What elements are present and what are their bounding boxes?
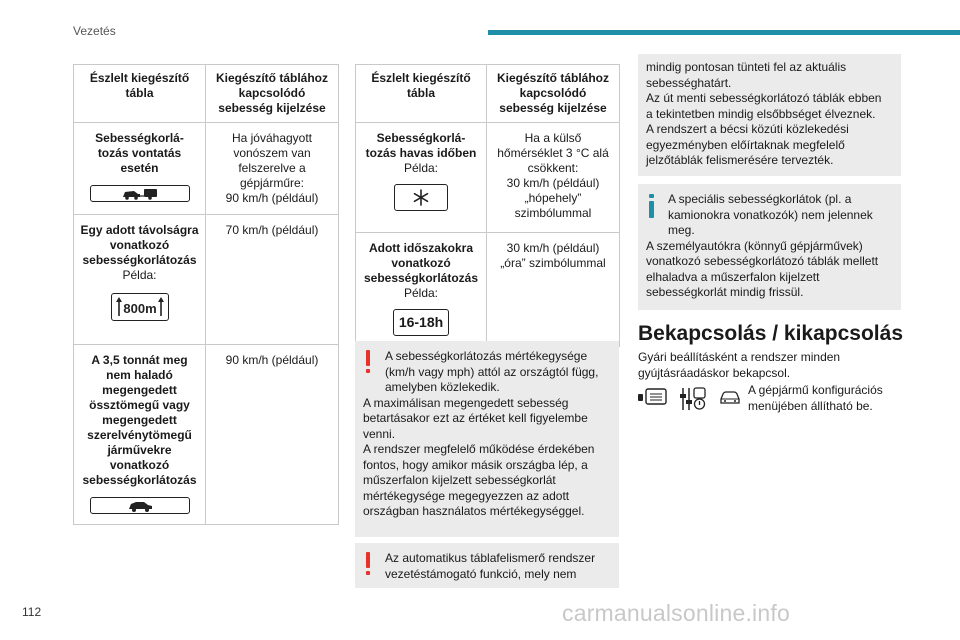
notice-continued-p2: Az út menti sebességkorlátozó táblák ebben a tekintetben mindig elsőbbséget élveznek. xyxy=(646,91,882,121)
warning-exclamation-icon xyxy=(365,350,371,379)
sign-text-800m: 800m xyxy=(122,301,157,316)
speed-display-text: 70 km/h (például) xyxy=(206,215,339,345)
example-label: Példa: xyxy=(403,161,439,175)
notice-info-p2: A személyautókra (könnyű gépjárművek) vonatkozó sebességkorlátozó táblák mellett elhaladva a műszerfalon kijelzett sebességkorlát mindig frissül. xyxy=(646,238,879,299)
watermark: carmanualsonline.info xyxy=(562,600,790,626)
notice-driver-aid-first: Az automatikus táblafelismerő rendszer vezetéstámogató funkció, mely nem xyxy=(385,551,596,581)
col-header-detected-sign: Észlelt kiegészítő tábla xyxy=(356,65,487,123)
car-with-trailer-icon xyxy=(90,185,190,202)
notice-units-p3: A rendszer megfelelő működése érdekében fontos, hogy amikor másik országba lép, a műszerfalon kijelzett sebességkorlát mértékegysége megegyezzen az adott országban használatos mértékegységgel. xyxy=(363,442,595,518)
notice-continued xyxy=(638,54,901,176)
table-header-row xyxy=(74,65,339,123)
notice-info xyxy=(638,184,901,310)
col-header-speed-display: Kiegészítő táblához kapcsolódó sebesség kijelzése xyxy=(487,65,620,123)
sign-condition: Adott időszakokra vonatkozó sebességkorlátozás xyxy=(363,241,479,285)
sign-condition: Sebességkorlá-tozás vontatás esetén xyxy=(95,131,184,175)
running-head: Vezetés xyxy=(73,24,116,38)
table-row xyxy=(356,233,620,347)
table-row xyxy=(74,345,339,525)
sign-condition: Sebességkorlá-tozás havas időben xyxy=(365,131,477,160)
table-row xyxy=(74,123,339,215)
example-label: Példa: xyxy=(122,268,157,282)
notice-continued-p1: mindig pontosan tünteti fel az aktuális sebességhatárt. xyxy=(646,60,847,90)
section-intro: Gyári beállításként a rendszer minden gyújtásráadáskor bekapcsol. xyxy=(638,350,841,380)
example-label: Példa: xyxy=(403,286,439,300)
speed-display-text: 90 km/h (például) xyxy=(206,345,339,525)
middle-sign-table xyxy=(355,64,620,347)
config-text: A gépjármű konfigurációs menüjében állítható be. xyxy=(748,383,883,413)
warning-exclamation-icon xyxy=(365,552,371,581)
sign-condition: A 3,5 tonnát meg nem haladó megengedett össztömegű vagy megengedett szerelvénytömegű járművekre vonatkozó sebességkorlátozás xyxy=(82,353,197,487)
notice-units-first: A sebességkorlátozás mértékegysége (km/h vagy mph) attól az országtól függ, amelyben közlekedik. xyxy=(385,349,599,394)
info-icon xyxy=(648,194,655,223)
page-number: 112 xyxy=(22,605,42,619)
notice-units-p2: A maximálisan megengedett sebesség betartásakor ezt az értéket kell figyelembe venni. xyxy=(363,395,588,441)
notice-driver-aid xyxy=(355,543,619,588)
sign-condition: Egy adott távolságra vonatkozó sebességkorlátozás xyxy=(80,223,199,267)
snowflake-icon xyxy=(394,184,448,211)
col-header-speed-display: Kiegészítő táblához kapcsolódó sebesség kijelzése xyxy=(206,65,339,123)
car-icon xyxy=(90,497,190,514)
table-row xyxy=(74,215,339,345)
header-accent-bar xyxy=(488,30,960,35)
sign-text-16-18h: 16-18h xyxy=(398,314,444,330)
driving-settings-icon xyxy=(678,386,708,417)
speed-display-text: 30 km/h (például) „óra” szimbólummal xyxy=(487,233,620,347)
time-period-sign xyxy=(393,309,449,336)
table-row xyxy=(356,123,620,233)
screen-menu-icon xyxy=(638,388,670,411)
section-title: Bekapcsolás / kikapcsolás xyxy=(638,322,903,345)
speed-display-text: Ha a külső hőmérséklet 3 °C alá csökkent: 30 km/h (például) „hópehely” szimbólummal xyxy=(487,123,620,233)
notice-units xyxy=(355,341,619,537)
notice-info-first: A speciális sebességkorlátok (pl. a kamionokra vonatkozók) nem jelennek meg. xyxy=(668,192,873,237)
distance-sign-800m xyxy=(111,293,169,321)
left-sign-table xyxy=(73,64,339,525)
table-header-row xyxy=(356,65,620,123)
col-header-detected-sign: Észlelt kiegészítő tábla xyxy=(74,65,206,123)
notice-continued-p3: A rendszert a bécsi közúti közlekedési egyezményben előírtaknak megfelelő jelzőtáblák felismerésére tervezték. xyxy=(646,122,849,167)
speed-display-text: Ha jóváhagyott vonószem van felszerelve a gépjárműre: 90 km/h (például) xyxy=(206,123,339,215)
vehicle-icon xyxy=(718,390,742,411)
